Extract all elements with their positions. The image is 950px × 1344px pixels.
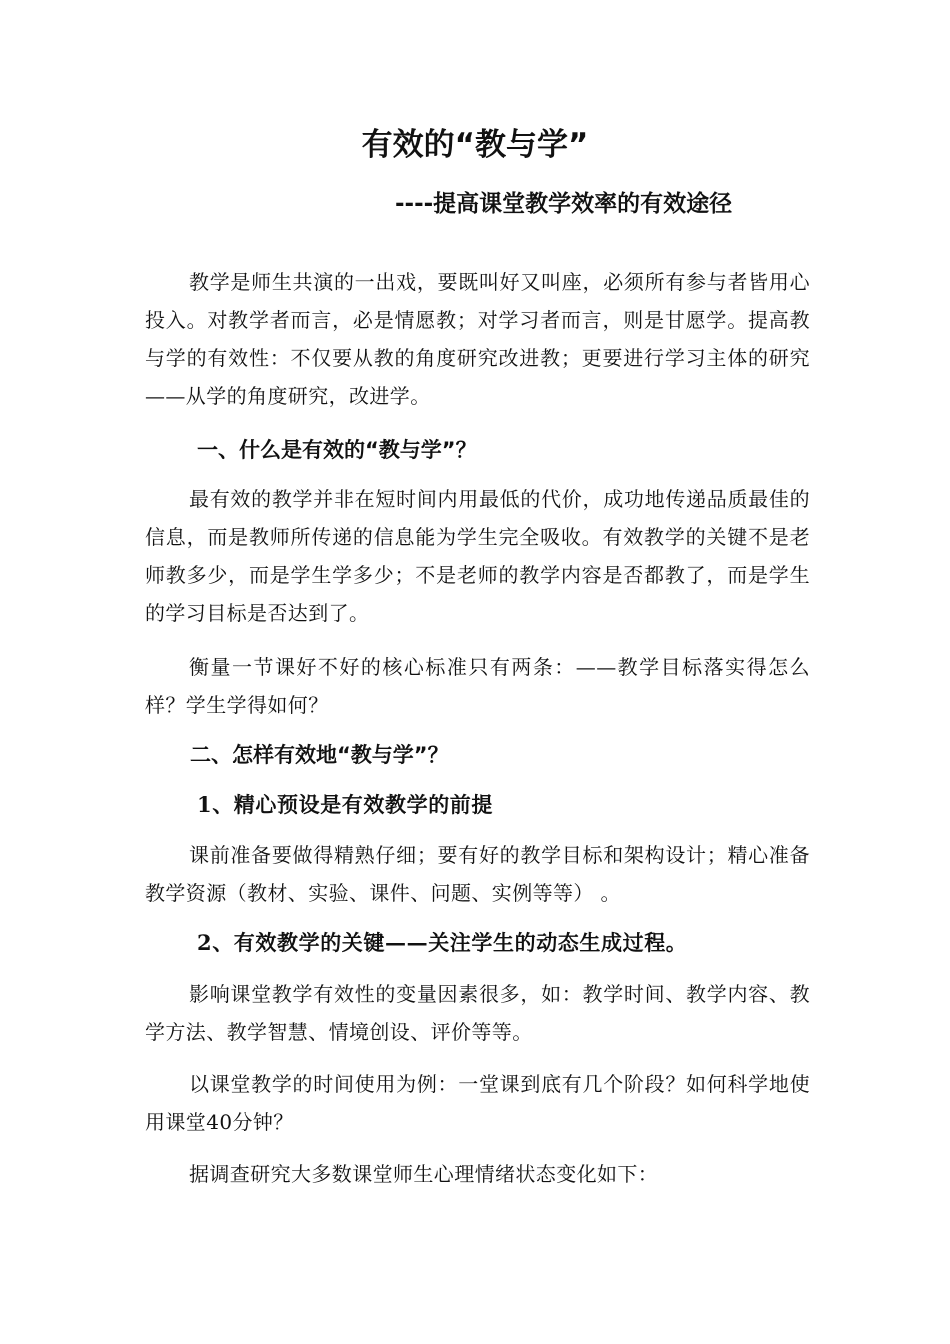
subsection-2-paragraph-2: 以课堂教学的时间使用为例：一堂课到底有几个阶段？如何科学地使用课堂40分钟？ [145,1072,810,1134]
document-title: 有效的“教与学” [361,127,589,163]
document-subtitle: ----提高课堂教学效率的有效途径 [395,191,733,217]
intro-paragraph: 教学是师生共演的一出戏，要既叫好又叫座，必须所有参与者皆用心投入。对教学者而言，必是情愿教；对学习者而言，则是甘愿学。提高教与学的有效性：不仅要从教的角度研究改进教；更要进行学习主体的研究——从学的角度研究，改进学。 [145,270,810,408]
section-1-paragraph-2: 衡量一节课好不好的核心标准只有两条：——教学目标落实得怎么样？学生学得如何？ [145,655,810,717]
section-1-heading: 一、什么是有效的“教与学”？ [197,438,477,462]
section-1-paragraph-1: 最有效的教学并非在短时间内用最低的代价，成功地传递品质最佳的信息，而是教师所传递的信息能为学生完全吸收。有效教学的关键不是老师教多少，而是学生学多少；不是老师的教学内容是否都教了，而是学生的学习目标是否达到了。 [145,487,810,625]
subsection-2-heading: 2、有效教学的关键——关注学生的动态生成过程。 [197,930,688,955]
subsection-1-heading: 1、精心预设是有效教学的前提 [197,792,494,817]
subsection-2-paragraph-1: 影响课堂教学有效性的变量因素很多，如：教学时间、教学内容、教学方法、教学智慧、情境创设、评价等等。 [145,982,810,1044]
subsection-1-paragraph: 课前准备要做得精熟仔细；要有好的教学目标和架构设计；精心准备教学资源（教材、实验、课件、问题、实例等等） 。 [145,843,810,905]
section-2-heading: 二、怎样有效地“教与学”？ [190,743,449,767]
subsection-2-paragraph-3: 据调查研究大多数课堂师生心理情绪状态变化如下： [189,1162,659,1186]
